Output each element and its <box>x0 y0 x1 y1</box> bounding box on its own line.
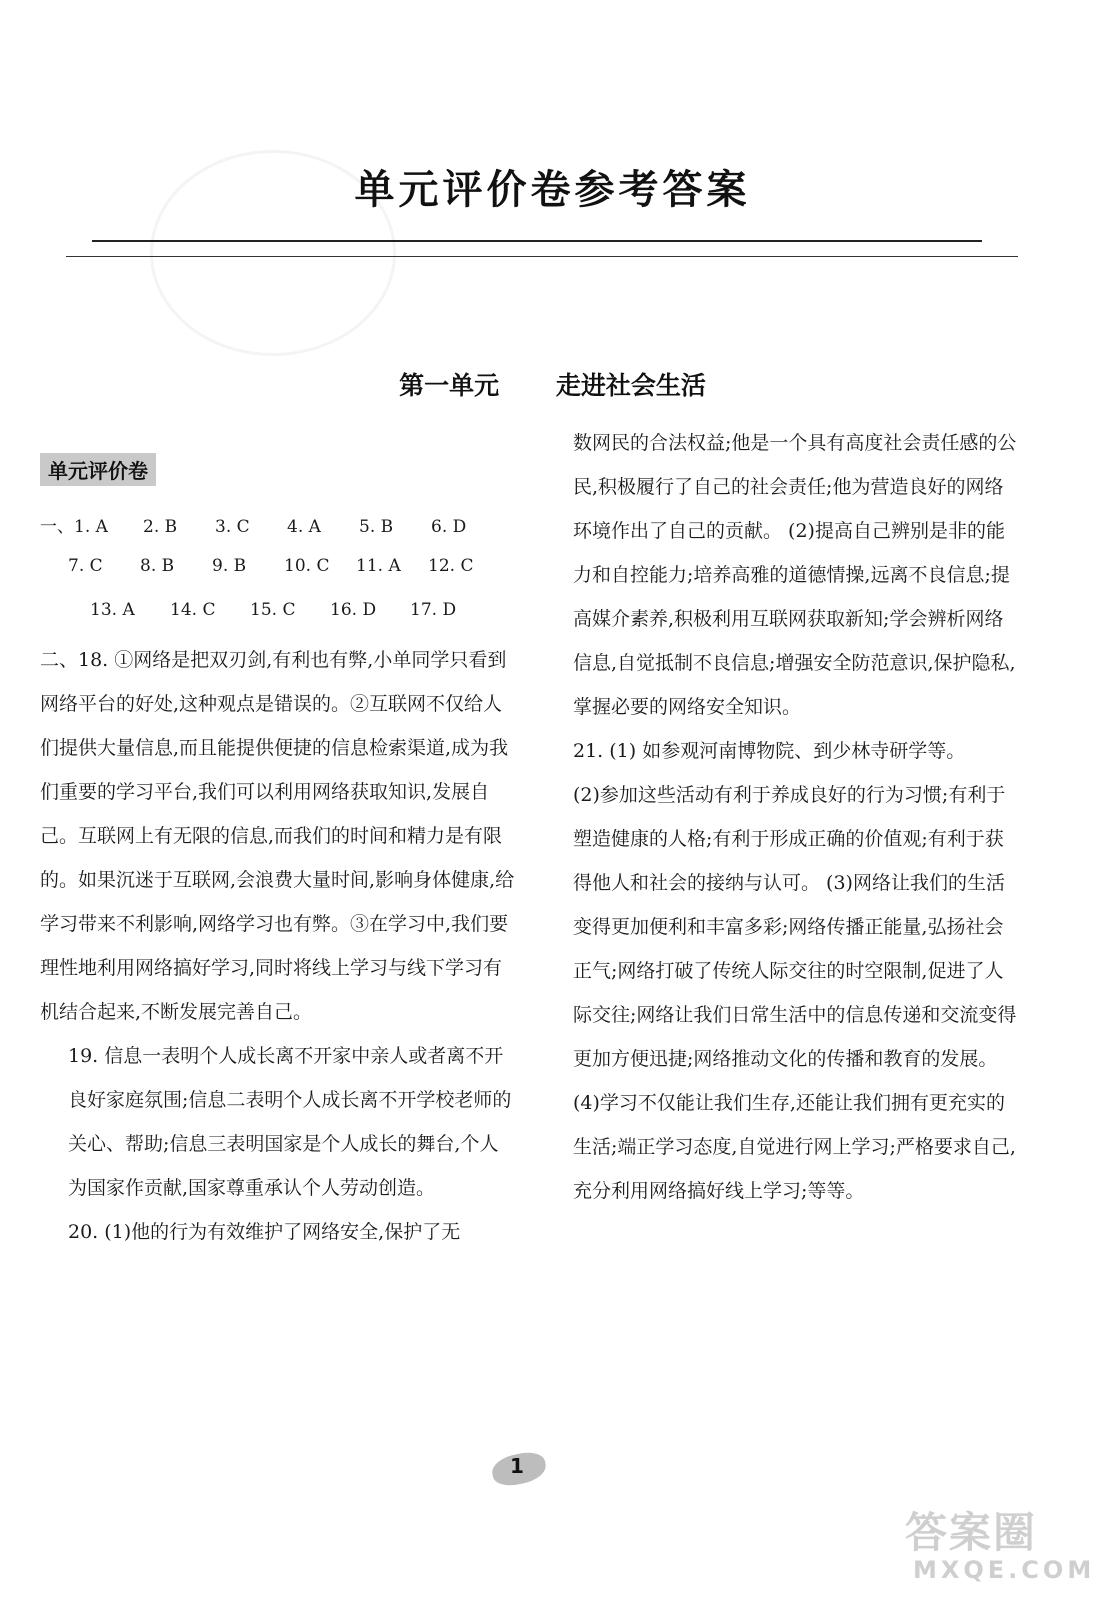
page-number <box>480 1448 560 1488</box>
mc-answer: 一、1. A <box>40 517 108 537</box>
answer-q19: 19. 信息一表明个人成长离不开家中亲人或者离不开良好家庭氛围;信息二表明个人成长离不开学校老师的关心、帮助;信息三表明国家是个人成长的舞台,个人为国家作贡献,国家尊重承认个人劳动创造。 <box>68 1045 512 1199</box>
mc-answer-row <box>90 600 482 620</box>
answer-q18: 二、18. ①网络是把双刃剑,有利也有弊,小单同学只看到网络平台的好处,这种观点是错误的。②互联网不仅给人们提供大量信息,而且能提供便捷的信息检索渠道,成为我们重要的学习平台,我们可以利用网络获取知识,发展自己。互联网上有无限的信息,而我们的时间和精力是有限的。如果沉迷于互联网,会浪费大量时间,影响身体健康,给学习带来不利影响,网络学习也有弊。③在学习中,我们要理性地利用网络搞好学习,同时将线上学习与线下学习有机结合起来,不断发展完善自己。 <box>40 649 515 1023</box>
mc-answer: 2. B <box>143 517 178 537</box>
title-rule-thick <box>92 240 982 242</box>
right-column <box>573 421 1021 1213</box>
mc-answer: 7. C <box>68 556 103 576</box>
mc-answer: 15. C <box>250 600 296 620</box>
unit-name: 走进社会生活 <box>555 371 706 400</box>
mc-answer: 10. C <box>284 556 330 576</box>
mc-answer: 6. D <box>431 517 467 537</box>
mc-answer: 12. C <box>428 556 474 576</box>
mc-answer: 13. A <box>90 600 135 620</box>
section-label: 单元评价卷 <box>40 453 156 486</box>
title-rule-thin <box>66 256 1018 257</box>
left-column <box>40 638 515 1254</box>
answer-q21-rest: (2)参加这些活动有利于养成良好的行为习惯;有利于塑造健康的人格;有利于形成正确的价值观;有利于获得他人和社会的接纳与认可。 (3)网络让我们的生活变得更加便利和丰富多彩;网络传播正能量,弘扬社会正气;网络打破了传统人际交往的时空限制,促进了人际交往;网络让我们日常生活中的信息传递和交流变得更加方便迅捷;网络推动文化的传播和教育的发展。 (4)学习不仅能让我们生存,还能让我们拥有更充实的生活;端正学习态度,自觉进行网上学习;严格要求自己,充分利用网络搞好线上学习;等等。 <box>573 784 1017 1202</box>
mc-answer: 16. D <box>330 600 377 620</box>
stamp-url: MXQE.COM <box>913 1556 1096 1584</box>
mc-answer: 17. D <box>410 600 457 620</box>
mc-answer-row <box>68 556 500 576</box>
page-title: 单元评价卷参考答案 <box>354 167 751 213</box>
stamp-text: 答案圈 <box>905 1508 1038 1557</box>
page-number-text: 1 <box>510 1454 524 1478</box>
mc-answer-row <box>40 512 503 537</box>
mc-answer: 8. B <box>140 556 175 576</box>
mc-answer: 3. C <box>215 517 250 537</box>
site-watermark-stamp <box>905 1500 1095 1590</box>
answer-q20-continued: 数网民的合法权益;他是一个具有高度社会责任感的公民,积极履行了自己的社会责任;他为营造良好的网络环境作出了自己的贡献。 (2)提高自己辨别是非的能力和自控能力;培养高雅的道德情操,远离不良信息;提高媒介素养,积极利用互联网获取新知;学会辨析网络信息,自觉抵制不良信息;增强安全防范意识,保护隐私,掌握必要的网络安全知识。 <box>573 432 1017 718</box>
unit-number: 第一单元 <box>399 371 500 400</box>
mc-answer: 14. C <box>170 600 216 620</box>
mc-answer: 5. B <box>359 517 394 537</box>
mc-answer: 4. A <box>287 517 321 537</box>
answer-q20-start: 20. (1)他的行为有效维护了网络安全,保护了无 <box>68 1221 461 1243</box>
mc-answer: 9. B <box>212 556 247 576</box>
answer-q21-part1: 21. (1) 如参观河南博物院、到少林寺研学等。 <box>573 740 966 762</box>
mc-answer: 11. A <box>356 556 401 576</box>
unit-heading <box>0 366 1105 402</box>
